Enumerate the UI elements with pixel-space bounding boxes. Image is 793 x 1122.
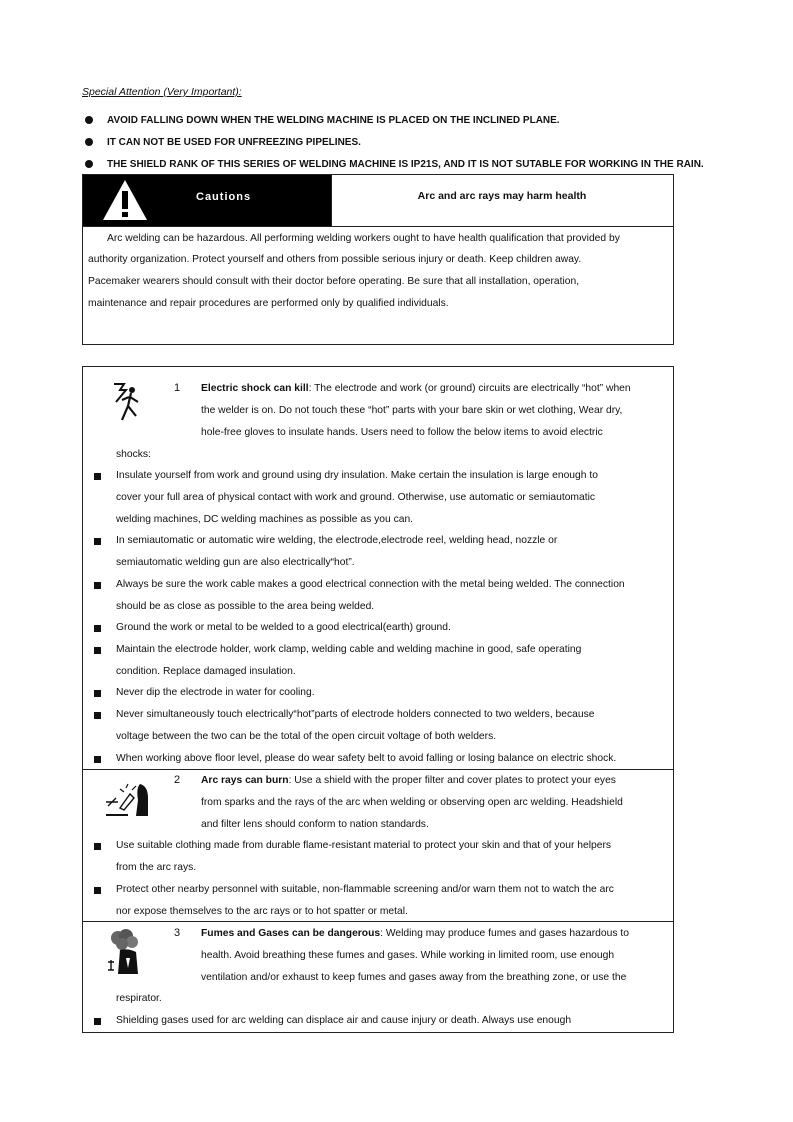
bullet-line: Never simultaneously touch electrically“hot”parts of electrode holders connected to two welders, because — [116, 709, 595, 720]
bullet-square — [94, 843, 101, 850]
bullet-square — [94, 712, 101, 719]
section-number: 3 — [174, 927, 181, 939]
section-heading-rest: : Use a shield with the proper filter and cover plates to protect your eyes — [288, 775, 616, 786]
bullet-square — [94, 582, 101, 589]
bullet-line: from the arc rays. — [116, 862, 197, 873]
bullet-line: condition. Replace damaged insulation. — [116, 666, 296, 677]
caution-body-line: authority organization. Protect yourself and others from possible serious injury or death. Keep children away. — [88, 254, 582, 265]
bullet-line: Shielding gases used for arc welding can displace air and cause injury or death. Always use enough — [116, 1015, 572, 1026]
section-intro-tail: shocks: — [116, 449, 151, 460]
bullet-line: Ground the work or metal to be welded to a good electrical(earth) ground. — [116, 622, 451, 633]
caution-body-line: maintenance and repair procedures are performed only by qualified individuals. — [88, 298, 449, 309]
bullet-dot — [85, 116, 93, 124]
bullet-line: Never dip the electrode in water for cooling. — [116, 687, 315, 698]
bullet-line: Use suitable clothing made from durable flame-resistant material to protect your skin and that of your helpers — [116, 840, 612, 851]
warning-triangle-icon — [101, 178, 149, 222]
bullet-line: semiautomatic welding gun are also electrically“hot”. — [116, 557, 355, 568]
section-heading-line — [201, 775, 616, 786]
top-bullet-3: THE SHIELD RANK OF THIS SERIES OF WELDING MACHINE IS IP21S, AND IT IS NOT SUTABLE FOR WORKING IN THE RAIN. — [107, 159, 704, 170]
top-bullet-2: IT CAN NOT BE USED FOR UNFREEZING PIPELINES. — [107, 137, 361, 148]
caution-body-line: Arc welding can be hazardous. All performing welding workers ought to have health qualification that provided by — [107, 233, 620, 244]
bullet-dot — [85, 138, 93, 146]
caution-header-black — [83, 175, 331, 226]
bullet-line: When working above floor level, please do wear safety belt to avoid falling or losing balance on electric shock. — [116, 753, 617, 764]
divider — [83, 921, 673, 922]
cautions-title: Cautions — [196, 191, 252, 203]
bullet-line: Insulate yourself from work and ground using dry insulation. Make certain the insulation is large enough to — [116, 470, 598, 481]
top-bullet-1: AVOID FALLING DOWN WHEN THE WELDING MACHINE IS PLACED ON THE INCLINED PLANE. — [107, 115, 560, 126]
bullet-line: Protect other nearby personnel with suitable, non-flammable screening and/or warn them not to watch the arc — [116, 884, 614, 895]
bullet-line: voltage between the two can be the total of the open circuit voltage of both welders. — [116, 731, 497, 742]
section-intro-line: and filter lens should conform to nation standards. — [201, 819, 429, 830]
section-intro-line: the welder is on. Do not touch these “hot” parts with your bare skin or wet clothing, Wear dry, — [201, 405, 623, 416]
section-heading-line — [201, 928, 629, 939]
bullet-square — [94, 1018, 101, 1025]
section-intro-line: hole-free gloves to insulate hands. Users need to follow the below items to avoid electric — [201, 427, 603, 438]
divider — [83, 769, 673, 770]
bullet-square — [94, 756, 101, 763]
section-intro-line: from sparks and the rays of the arc when welding or observing open arc welding. Headshield — [201, 797, 623, 808]
bullet-line: cover your full area of physical contact with work and ground. Otherwise, use automatic or semiautomatic — [116, 492, 596, 503]
bullet-square — [94, 538, 101, 545]
section-heading-rest: : Welding may produce fumes and gases hazardous to — [380, 928, 629, 939]
section-heading-line — [201, 383, 631, 394]
divider — [83, 226, 673, 227]
section-intro-line: ventilation and/or exhaust to keep fumes and gases away from the breathing zone, or use the — [201, 972, 627, 983]
caution-subtitle: Arc and arc rays may harm health — [417, 190, 587, 202]
bullet-square — [94, 690, 101, 697]
caution-body-line: Pacemaker wearers should consult with their doctor before operating. Be sure that all installation, operation, — [88, 276, 580, 287]
bullet-line: nor expose themselves to the arc rays or to hot spatter or metal. — [116, 906, 408, 917]
section-intro-line: health. Avoid breathing these fumes and gases. While working in limited room, use enough — [201, 950, 615, 961]
bullet-line: Always be sure the work cable makes a good electrical connection with the metal being welded. The connection — [116, 579, 625, 590]
bullet-line: Maintain the electrode holder, work clamp, welding cable and welding machine in good, safe operating — [116, 644, 582, 655]
section-heading: Fumes and Gases can be dangerous — [201, 928, 381, 939]
section-heading: Electric shock can kill — [201, 383, 309, 394]
electric-shock-icon — [108, 380, 146, 428]
special-attention-heading: Special Attention (Very Important): — [82, 86, 242, 98]
bullet-square — [94, 473, 101, 480]
section-number: 1 — [174, 382, 181, 394]
fumes-gases-icon — [104, 928, 144, 978]
bullet-line: should be as close as possible to the area being welded. — [116, 601, 375, 612]
section-intro-tail: respirator. — [116, 993, 162, 1004]
section-heading-rest: : The electrode and work (or ground) circuits are electrically “hot” when — [308, 383, 631, 394]
bullet-square — [94, 887, 101, 894]
section-heading: Arc rays can burn — [201, 775, 289, 786]
section-number: 2 — [174, 774, 181, 786]
bullet-square — [94, 647, 101, 654]
bullet-line: welding machines, DC welding machines as possible as you can. — [116, 514, 414, 525]
arc-rays-icon — [104, 780, 152, 820]
bullet-dot — [85, 160, 93, 168]
bullet-line: In semiautomatic or automatic wire welding, the electrode,electrode reel, welding head, nozzle or — [116, 535, 558, 546]
bullet-square — [94, 625, 101, 632]
